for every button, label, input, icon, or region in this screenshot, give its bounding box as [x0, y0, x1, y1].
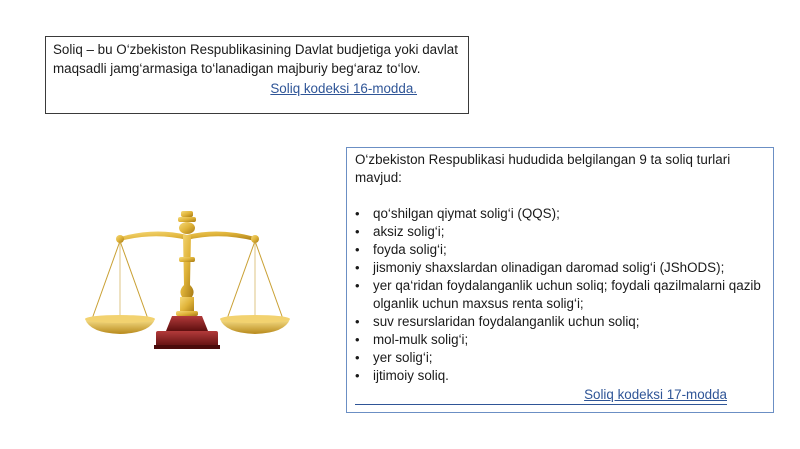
tax-types-intro: O‘zbekiston Respublikasi hududida belgilangan 9 ta soliq turlari mavjud: — [355, 152, 731, 185]
tax-types-reference-line — [355, 386, 727, 405]
list-item: • aksiz solig‘i; — [355, 223, 765, 241]
list-item: • foyda solig‘i; — [355, 241, 765, 259]
list-item: • jismoniy shaxslardan olinadigan daromad solig‘i (JShODS); — [355, 259, 765, 277]
definition-reference-link[interactable]: Soliq kodeksi 16-modda. — [270, 81, 417, 96]
list-item: • yer qa‘ridan foydalanganlik uchun soliq; foydali qazilmalarni qazib olganlik uchun maxsus renta solig‘i; — [355, 277, 765, 313]
list-item: • mol-mulk solig‘i; — [355, 331, 765, 349]
list-item: • suv resurslaridan foydalanganlik uchun soliq; — [355, 313, 765, 331]
list-item: • yer solig‘i; — [355, 349, 765, 367]
tax-types-list — [355, 205, 765, 385]
tax-types-box — [346, 147, 774, 413]
tax-types-reference-link[interactable]: Soliq kodeksi 17-modda — [584, 387, 727, 402]
definition-text: Soliq – bu O‘zbekiston Respublikasining Davlat budjetiga yoki davlat maqsadli jamg‘armasiga to‘lanadigan majburiy beg‘araz to‘lov. — [53, 42, 458, 76]
list-item: • qo‘shilgan qiymat solig‘i (QQS); — [355, 205, 765, 223]
scales-of-justice-icon — [80, 205, 295, 355]
list-item: • ijtimoiy soliq. — [355, 367, 765, 385]
definition-box — [45, 36, 469, 114]
